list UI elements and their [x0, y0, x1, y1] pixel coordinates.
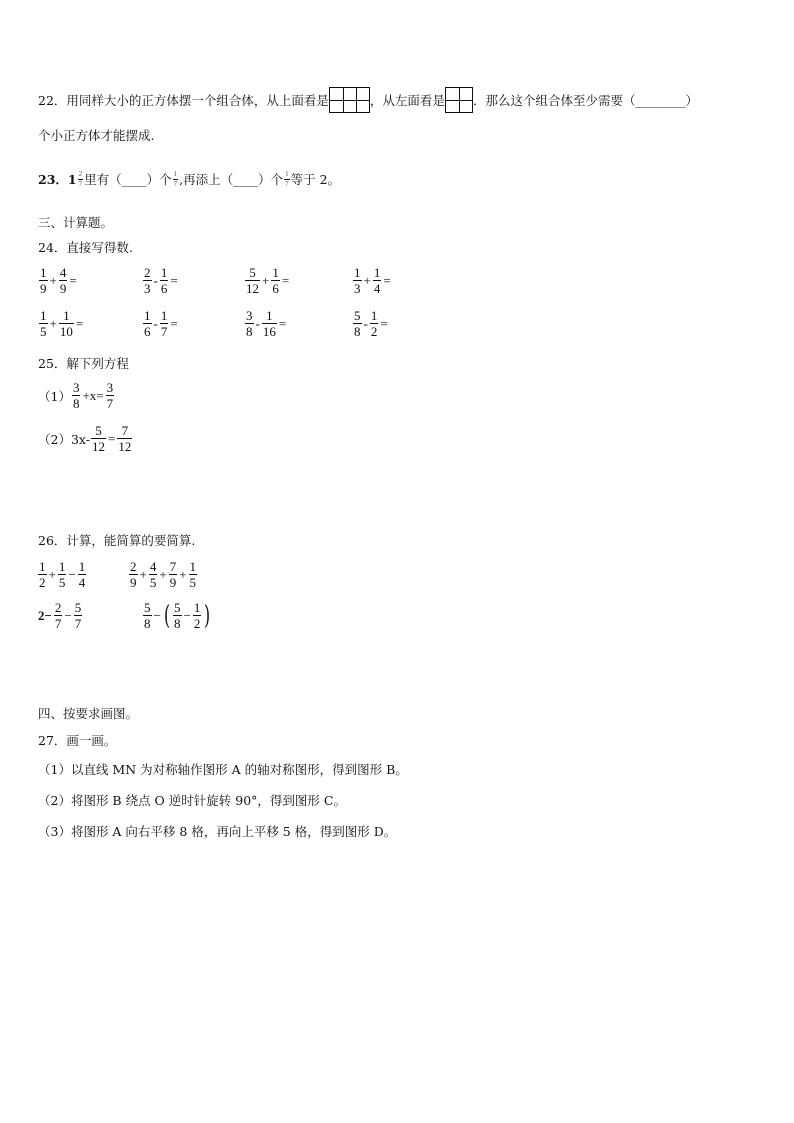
operator: +: [363, 272, 371, 288]
section-4-title: 四、按要求画图。: [38, 706, 139, 721]
q26-e4-fraction-1: $\frac{5}{8}$: [144, 600, 151, 631]
q26-e4-fraction-3: $\frac{1}{2}$: [193, 600, 201, 631]
q23-text2: ,再添上（____）个: [179, 172, 284, 187]
fraction: $\frac{1}{4}$: [373, 265, 381, 296]
q25-eq2-fraction-a: $\frac{5}{12}$: [91, 423, 105, 454]
fraction: $\frac{1}{6}$: [272, 265, 279, 296]
fraction: $\frac{1}{10}$: [59, 308, 73, 339]
q26-e1-fraction-2: $\frac{1}{5}$: [58, 559, 66, 590]
fraction: $\frac{1}{6}$: [144, 308, 151, 339]
question-22-line1: [38, 87, 698, 113]
top-view-grid-figure: [329, 87, 370, 113]
operator: -: [153, 272, 158, 288]
q26-e4-fraction-2: $\frac{5}{8}$: [174, 600, 181, 631]
q26-expression-1: [37, 560, 87, 589]
q26-e3-lead: 2−: [38, 607, 52, 623]
q25-eq2-label: （2）3x-: [38, 431, 90, 447]
q23-mixed-fraction: $\frac{2}{7}$: [78, 169, 83, 188]
q23-text3: 等于 2。: [290, 172, 341, 187]
section-3-title: 三、计算题。: [38, 215, 114, 230]
q24-expression: [142, 266, 179, 295]
q26-e2-op2: +: [159, 566, 167, 582]
q23-fraction-1: $\frac{1}{7}$: [173, 169, 178, 188]
q22-text3: ．那么这个组合体至少需要（________）: [472, 93, 698, 108]
q26-expression-3: [37, 601, 83, 630]
operator: -: [363, 315, 368, 331]
question-26-title: 26．计算，能简算的要简算.: [38, 533, 196, 548]
fraction: $\frac{1}{9}$: [40, 265, 47, 296]
q26-e3-op1: −: [64, 607, 72, 623]
fraction: $\frac{4}{9}$: [59, 265, 67, 296]
q23-prefix: 23．1: [38, 172, 77, 187]
operator: -: [153, 315, 158, 331]
fraction: $\frac{5}{12}$: [246, 265, 259, 296]
q26-e3-fraction-2: $\frac{5}{7}$: [74, 600, 82, 631]
q24-expression: [142, 309, 179, 338]
q25-eq2-operator: =: [107, 430, 116, 446]
fraction: $\frac{3}{8}$: [246, 308, 253, 339]
q25-eq2-fraction-b: $\frac{7}{12}$: [118, 423, 132, 454]
question-24-title: 24．直接写得数.: [38, 240, 133, 255]
operator: -: [255, 315, 260, 331]
q22-text1: 22．用同样大小的正方体摆一个组合体，从上面看是: [38, 93, 329, 108]
q26-e3-fraction-1: $\frac{2}{7}$: [54, 600, 62, 631]
fraction: $\frac{5}{8}$: [354, 308, 361, 339]
fraction: $\frac{1}{2}$: [370, 308, 378, 339]
fraction: $\frac{1}{16}$: [262, 308, 276, 339]
equals-sign: =: [278, 315, 287, 331]
q25-eq1-fraction-b: $\frac{3}{7}$: [106, 380, 114, 411]
q26-e1-op2: −: [68, 566, 76, 582]
q25-eq1-fraction-a: $\frac{3}{8}$: [72, 380, 80, 411]
equals-sign: =: [380, 315, 388, 331]
fraction: $\frac{1}{6}$: [160, 265, 168, 296]
q27-item-3: （3）将图形 A 向右平移 8 格，再向上平移 5 格，得到图形 D。: [38, 824, 397, 839]
q22-text2: ，从左面看是: [369, 93, 445, 108]
q26-e2-fraction-4: $\frac{1}{5}$: [189, 559, 197, 590]
fraction: $\frac{1}{5}$: [40, 308, 47, 339]
q23-text1: 里有（____）个: [84, 172, 172, 187]
q26-e2-op3: +: [179, 566, 187, 582]
q26-e2-op1: +: [139, 566, 147, 582]
q24-expression: [38, 309, 84, 338]
equals-sign: =: [170, 315, 178, 331]
q26-e4-left-paren: (: [163, 600, 170, 631]
operator: +: [49, 315, 57, 331]
q24-expression: [244, 309, 287, 338]
q26-e4-right-paren: ): [204, 600, 211, 631]
q25-eq1-label: （1）: [38, 388, 71, 404]
equals-sign: =: [69, 272, 77, 288]
q23-fraction-2: $\frac{1}{7}$: [285, 169, 289, 188]
q26-e2-fraction-1: $\frac{2}{9}$: [130, 559, 137, 590]
q26-e4-op1: −: [153, 607, 161, 623]
fraction: $\frac{1}{7}$: [160, 308, 168, 339]
equals-sign: =: [383, 272, 391, 288]
q26-e1-fraction-3: $\frac{1}{4}$: [78, 559, 86, 590]
q26-e4-op2: −: [183, 607, 191, 623]
left-view-grid-figure: [445, 87, 473, 113]
equals-sign: =: [170, 272, 178, 288]
operator: +: [262, 272, 270, 288]
q24-expression: [38, 266, 78, 295]
question-22-line2: 个小正方体才能摆成.: [38, 128, 155, 143]
q24-expression: [352, 266, 392, 295]
q26-e2-fraction-2: $\frac{4}{5}$: [149, 559, 157, 590]
operator: +: [49, 272, 57, 288]
q26-expression-4: [142, 601, 213, 630]
q25-equation-1: [38, 381, 115, 410]
fraction: $\frac{2}{3}$: [144, 265, 151, 296]
q25-equation-2: [38, 424, 133, 453]
q26-e1-fraction-1: $\frac{1}{2}$: [39, 559, 46, 590]
q27-item-1: （1）以直线 MN 为对称轴作图形 A 的轴对称图形，得到图形 B。: [38, 762, 408, 777]
q26-expression-2: [128, 560, 198, 589]
q24-expression: [244, 266, 290, 295]
q26-e2-fraction-3: $\frac{7}{9}$: [169, 559, 177, 590]
q24-expression: [352, 309, 389, 338]
fraction: $\frac{1}{3}$: [354, 265, 361, 296]
question-23: [38, 170, 340, 188]
question-25-title: 25．解下列方程: [38, 356, 129, 371]
q25-eq1-operator: +x=: [82, 387, 104, 403]
equals-sign: =: [281, 272, 290, 288]
q26-e1-op1: +: [48, 566, 56, 582]
question-27-title: 27．画一画。: [38, 733, 117, 748]
q27-item-2: （2）将图形 B 绕点 O 逆时针旋转 90°，得到图形 C。: [38, 793, 346, 808]
equals-sign: =: [75, 315, 84, 331]
